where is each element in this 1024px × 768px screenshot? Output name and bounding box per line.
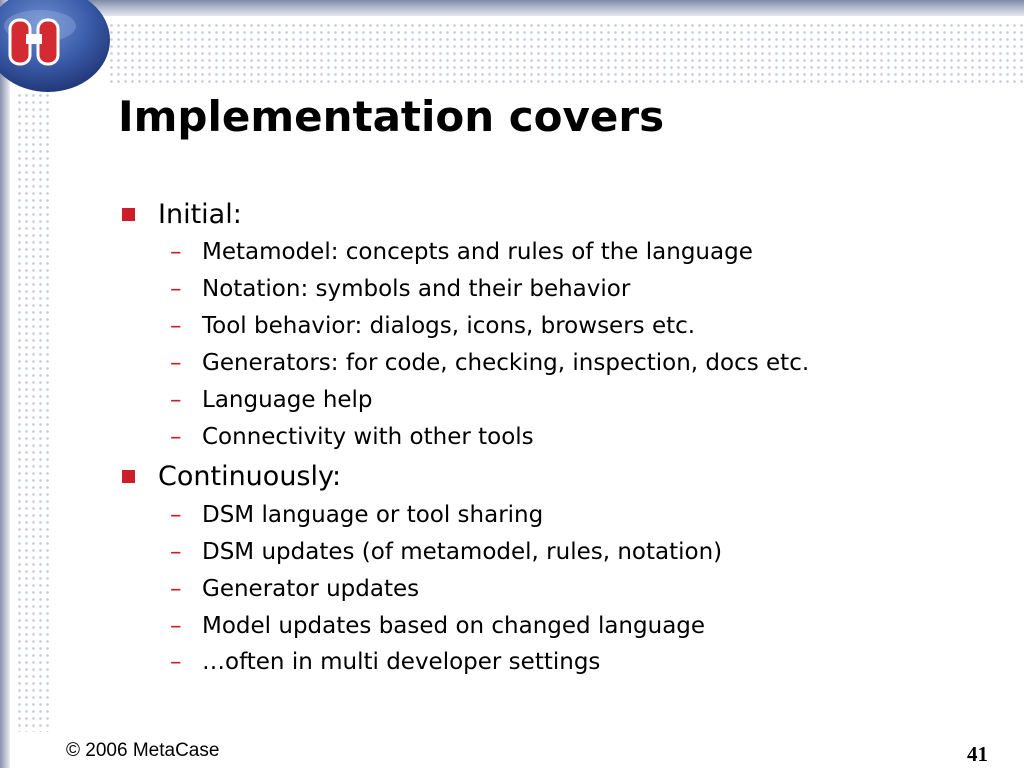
square-bullet-icon xyxy=(122,470,135,483)
list-item-text: Generator updates xyxy=(202,576,420,602)
dash-bullet: – xyxy=(170,387,182,413)
bullet-label: Continuously: xyxy=(158,461,342,492)
list-item-text: Model updates based on changed language xyxy=(202,613,706,639)
list-item-text: …often in multi developer settings xyxy=(202,649,601,675)
dash-bullet: – xyxy=(170,276,182,302)
top-gradient-band xyxy=(0,0,1024,16)
dash-bullet: – xyxy=(170,613,182,639)
top-dot-pattern xyxy=(108,22,1024,84)
dash-bullet: – xyxy=(170,649,182,675)
dash-bullet: – xyxy=(170,424,182,450)
left-gradient-band xyxy=(0,0,10,768)
list-item-text: DSM updates (of metamodel, rules, notation) xyxy=(202,539,723,565)
metacase-logo-icon xyxy=(0,0,112,94)
dash-bullet: – xyxy=(170,502,182,528)
dash-bullet: – xyxy=(170,239,182,265)
list-item-text: Connectivity with other tools xyxy=(202,424,534,450)
bullet-label: Initial: xyxy=(158,199,242,230)
left-dot-pattern xyxy=(16,92,50,732)
list-item-text: Metamodel: concepts and rules of the language xyxy=(202,239,753,265)
square-bullet-icon xyxy=(122,208,135,221)
footer-copyright: © 2006 MetaCase xyxy=(66,740,220,761)
dash-bullet: – xyxy=(170,313,182,339)
list-item-text: Notation: symbols and their behavior xyxy=(202,276,631,302)
slide-title: Implementation covers xyxy=(118,92,665,141)
dash-bullet: – xyxy=(170,350,182,376)
list-item-text: Generators: for code, checking, inspection, docs etc. xyxy=(202,350,810,376)
list-item-text: DSM language or tool sharing xyxy=(202,502,544,528)
dash-bullet: – xyxy=(170,539,182,565)
page-number: 41 xyxy=(967,742,988,766)
list-item-text: Tool behavior: dialogs, icons, browsers etc. xyxy=(202,313,696,339)
dash-bullet: – xyxy=(170,576,182,602)
list-item-text: Language help xyxy=(202,387,373,413)
